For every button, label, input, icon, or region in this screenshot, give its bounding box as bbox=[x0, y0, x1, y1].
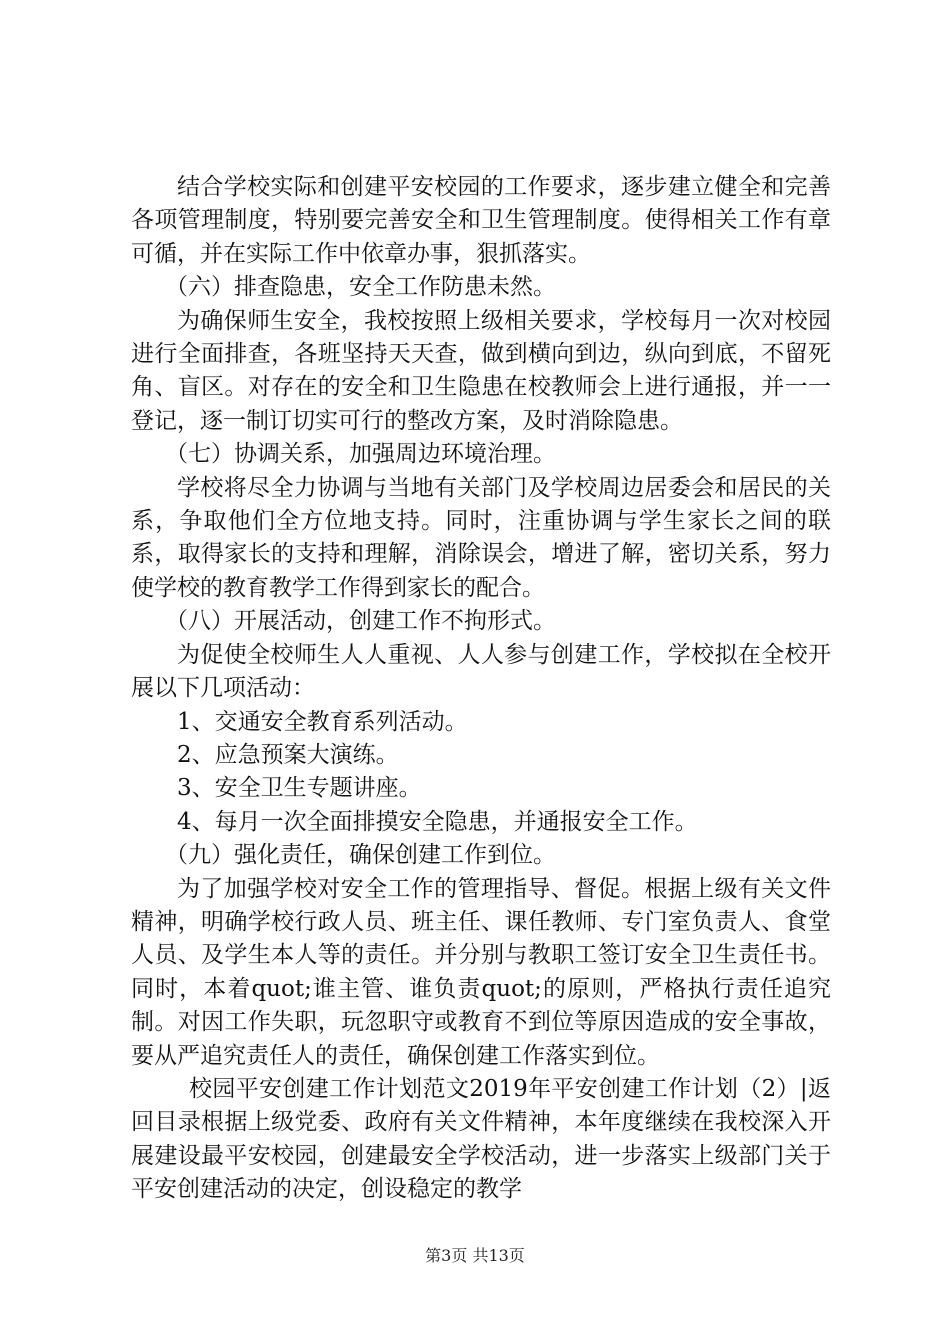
document-body bbox=[131, 171, 831, 1207]
body-paragraph: 为确保师生安全，我校按照上级相关要求，学校每月一次对校园进行全面排查，各班坚持天天查，做到横向到边，纵向到底，不留死角、盲区。对存在的安全和卫生隐患在校教师会上进行通报，并一一登记，逐一制订切实可行的整改方案，及时消除隐患。 bbox=[131, 307, 831, 434]
body-paragraph: 校园平安创建工作计划范文2019年平安创建工作计划（2）|返回目录根据上级党委、政府有关文件精神，本年度继续在我校深入开展建设最平安校园，创建最安全学校活动，进一步落实上级部门关于平安创建活动的决定，创设稳定的教学 bbox=[131, 1075, 831, 1203]
page-footer: 第3页 共13页 bbox=[425, 1246, 525, 1265]
section-heading-8: （八）开展活动，创建工作不拘形式。 bbox=[165, 608, 556, 635]
section-heading-9: （九）强化责任，确保创建工作到位。 bbox=[165, 842, 556, 869]
body-paragraph: 学校将尽全力协调与当地有关部门及学校周边居委会和居民的关系，争取他们全方位地支持。同时，注重协调与学生家长之间的联系，取得家长的支持和理解，消除误会，增进了解，密切关系，努力使学校的教育教学工作得到家长的配合。 bbox=[131, 474, 831, 601]
body-paragraph: 为促使全校师生人人重视、人人参与创建工作，学校拟在全校开展以下几项活动： bbox=[131, 641, 831, 702]
body-paragraph: 结合学校实际和创建平安校园的工作要求，逐步建立健全和完善各项管理制度，特别要完善安全和卫生管理制度。使得相关工作有章可循，并在实际工作中依章办事，狠抓落实。 bbox=[131, 174, 831, 267]
list-item: 1、交通安全教育系列活动。 bbox=[177, 708, 468, 735]
list-item: 3、安全卫生专题讲座。 bbox=[177, 775, 422, 802]
body-paragraph: 为了加强学校对安全工作的管理指导、督促。根据上级有关文件精神，明确学校行政人员、班主任、课任教师、专门室负责人、食堂人员、及学生本人等的责任。并分别与教职工签订安全卫生责任书。同时，本着quot;谁主管、谁负责quot;的原则，严格执行责任追究制。对因工作失职，玩忽职守或教育不到位等原因造成的安全事故，要从严追究责任人的责任，确保创建工作落实到位。 bbox=[131, 875, 831, 1069]
section-heading-7: （七）协调关系，加强周边环境治理。 bbox=[165, 441, 556, 468]
section-heading-6: （六）排查隐患，安全工作防患未然。 bbox=[165, 274, 556, 301]
list-item: 4、每月一次全面排摸安全隐患，并通报安全工作。 bbox=[177, 808, 698, 835]
list-item: 2、应急预案大演练。 bbox=[177, 741, 399, 768]
